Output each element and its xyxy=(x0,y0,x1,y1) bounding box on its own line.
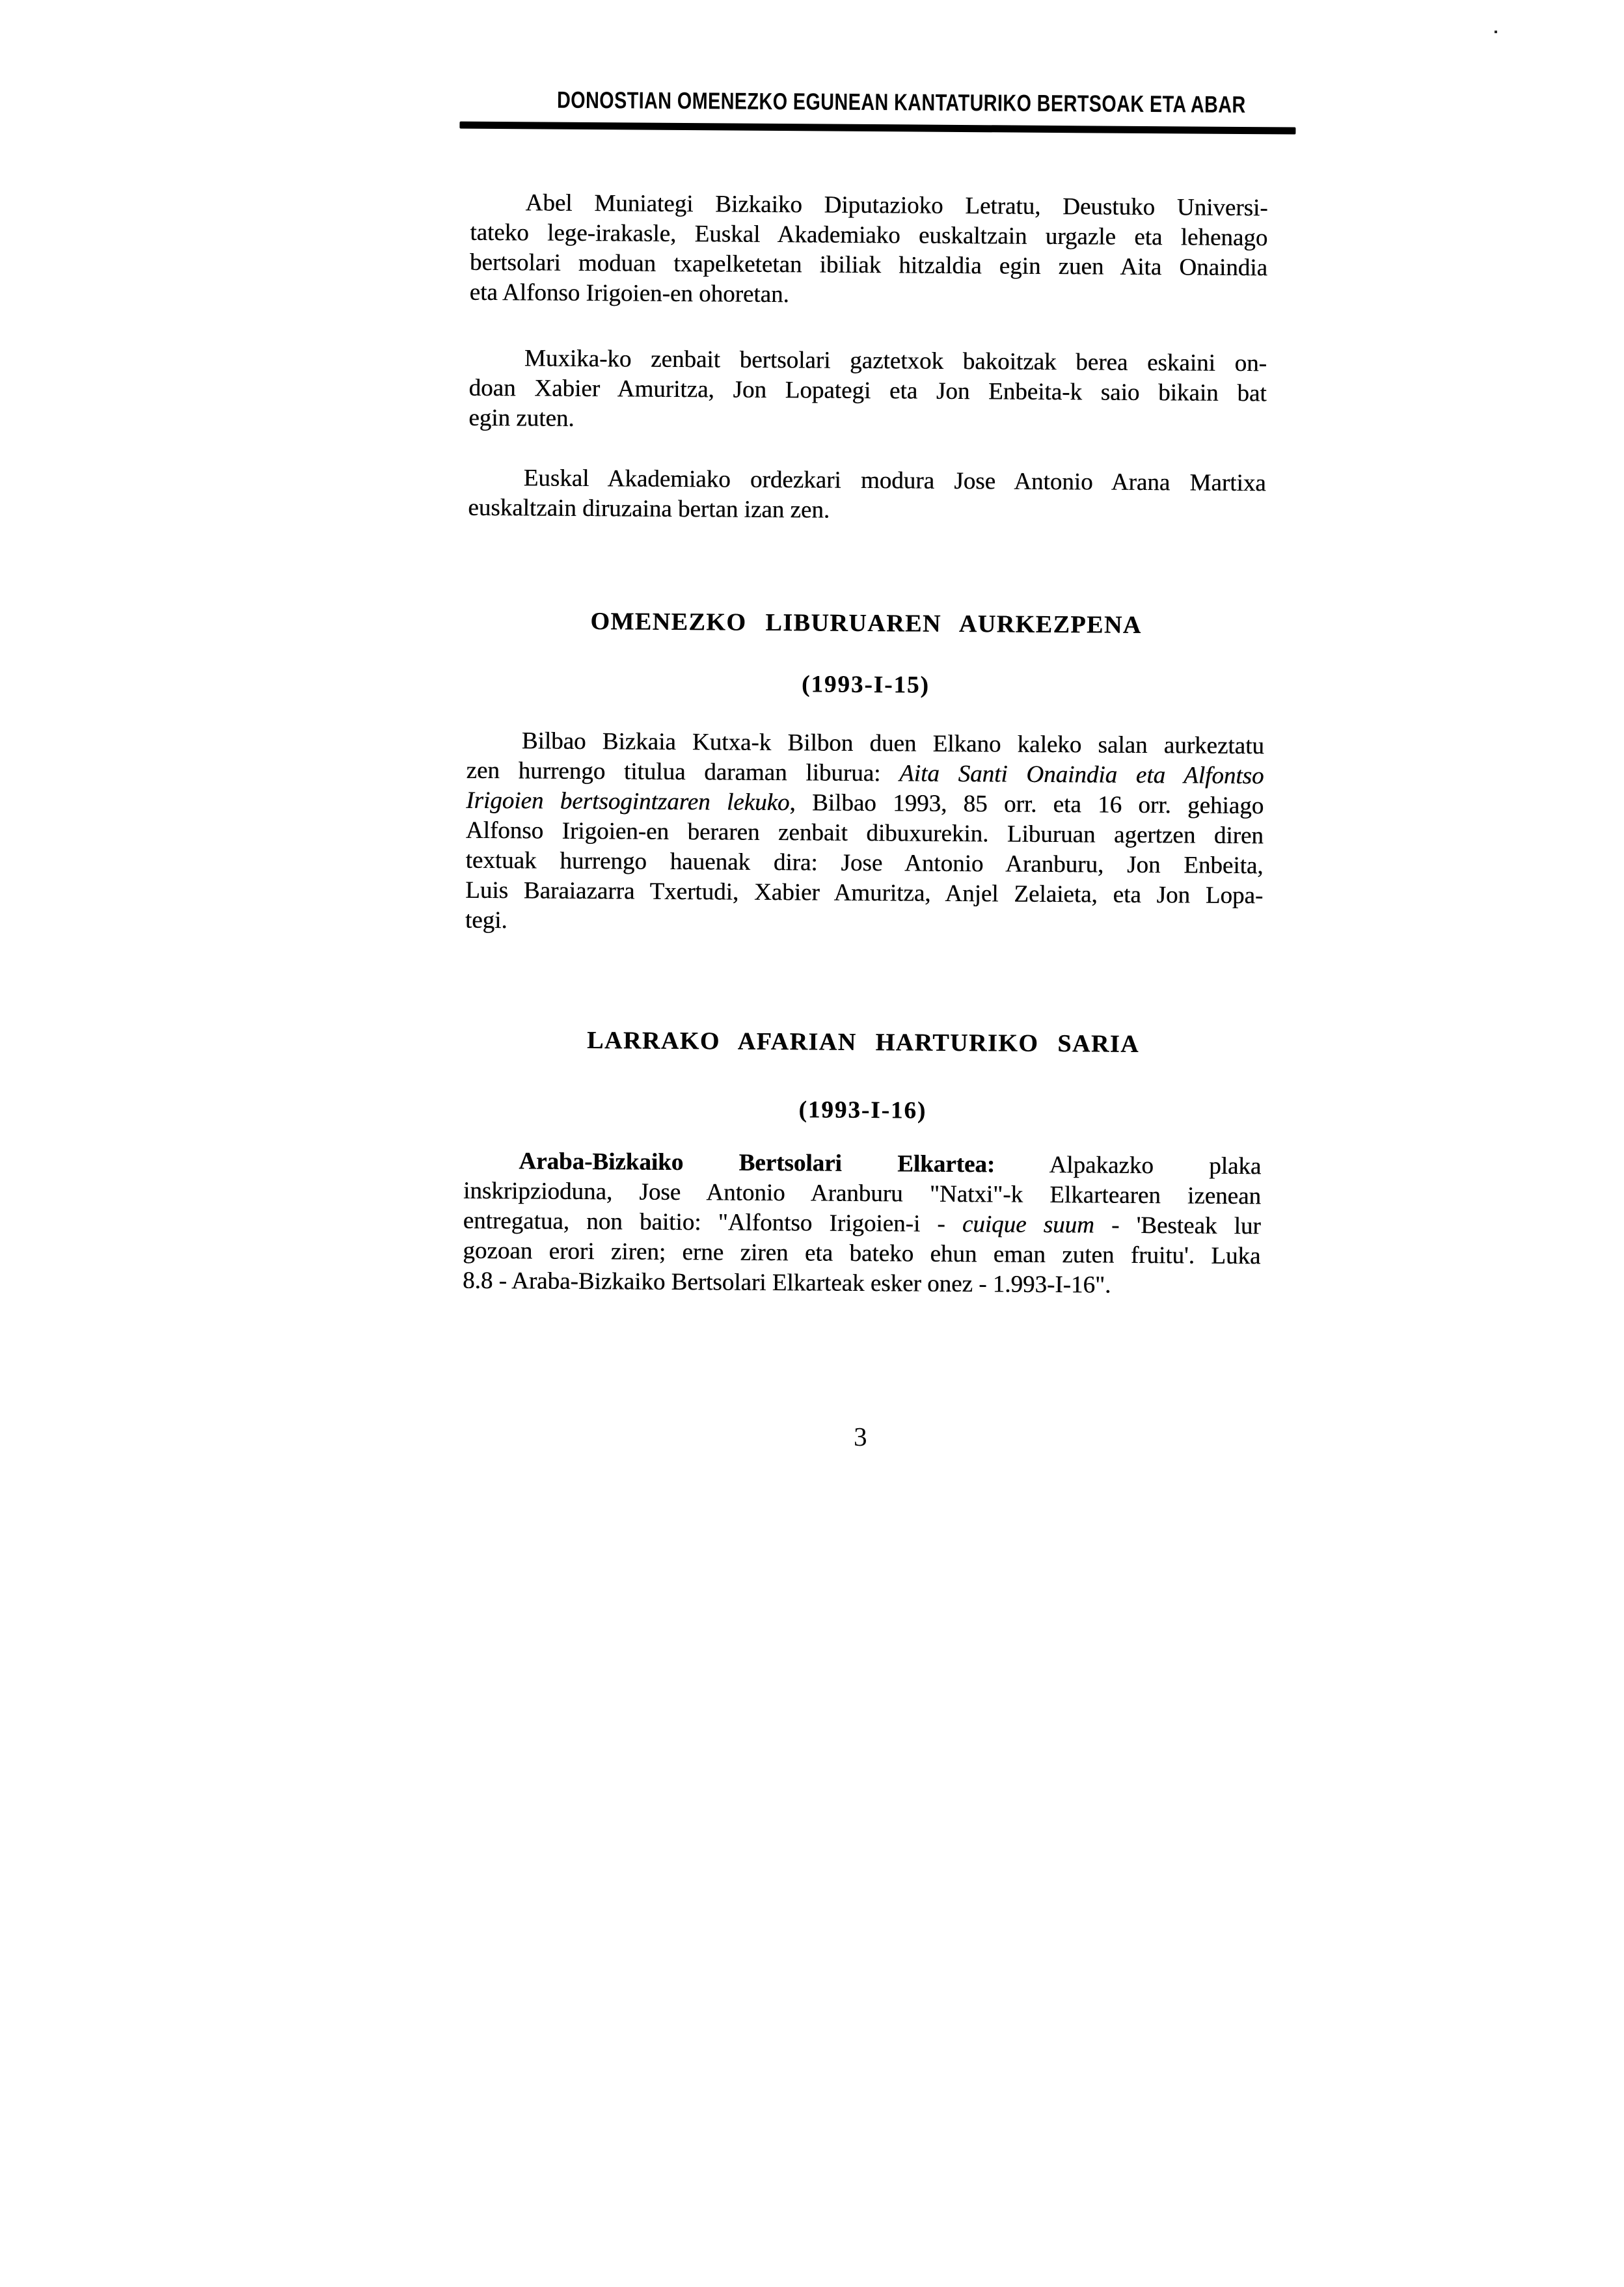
text-segment: bertsolari moduan txapelketetan ibiliak hitzaldia egin zuen Aita Onaindia xyxy=(469,249,1268,282)
text-line xyxy=(468,373,1266,409)
running-header-title: DONOSTIAN OMENEZKO EGUNEAN KANTATURIKO BERTSOAK ETA ABAR xyxy=(556,86,1246,118)
paragraph-euskal-akademia xyxy=(468,463,1266,529)
text-segment: Alfonso Irigoien-en beraren zenbait dibuxurekin. Liburuan agertzen diren xyxy=(465,817,1264,850)
text-segment: cuique suum xyxy=(962,1211,1095,1239)
text-segment: , Bilbao 1993, 85 orr. eta 16 orr. gehiago xyxy=(789,789,1264,820)
section-heading-liburuaren-aurkezpena: OMENEZKO LIBURUAREN AURKEZPENA xyxy=(590,608,1142,639)
paragraph-araba-bizkaiko-elkartea xyxy=(463,1146,1262,1302)
text-segment: Alpakazko plaka xyxy=(995,1151,1262,1180)
text-segment: 8.8 - Araba-Bizkaiko Bertsolari Elkarteak esker onez - 1.993-I-16". xyxy=(462,1267,1111,1299)
text-segment: Muxika-ko zenbait bertsolari gaztetxok bakoitzak berea eskaini on- xyxy=(524,345,1267,377)
paragraph-muxika xyxy=(468,344,1267,439)
text-segment: euskaltzain diruzaina bertan izan zen. xyxy=(468,494,830,524)
text-segment: egin zuten. xyxy=(468,404,575,432)
text-segment: zen hurrengo titulua daraman liburua: xyxy=(466,757,900,787)
page-number: 3 xyxy=(853,1421,867,1452)
text-segment: inskripzioduna, Jose Antonio Aranburu "Natxi"-k Elkartearen izenean xyxy=(463,1177,1262,1210)
running-header xyxy=(471,86,1269,119)
text-segment: Araba-Bizkaiko Bertsolari Elkartea: xyxy=(519,1148,995,1178)
text-segment: Luis Baraiazarra Txertudi, Xabier Amuritza, Anjel Zelaieta, eta Jon Lopa- xyxy=(465,876,1264,910)
text-segment: Euskal Akademiako ordezkari modura Jose Antonio Arana Martixa xyxy=(523,465,1266,497)
text-segment: entregatua, non baitio: "Alfontso Irigoien-i - xyxy=(463,1207,963,1238)
section-date-2: (1993-I-16) xyxy=(798,1096,927,1124)
text-segment: tateko lege-irakasle, Euskal Akademiako euskaltzain urgazle eta lehenago xyxy=(470,219,1268,252)
section-date-1: (1993-I-15) xyxy=(801,671,930,699)
text-line xyxy=(468,493,1265,529)
text-line xyxy=(463,1266,1260,1302)
text-segment: eta Alfonso Irigoien-en ohoretan. xyxy=(469,278,789,308)
text-segment: - 'Besteak lur xyxy=(1094,1211,1261,1240)
text-segment: gozoan erori ziren; erne ziren eta bateko ehun eman zuten fruitu'. Luka xyxy=(463,1237,1261,1270)
text-segment: Irigoien bertsogintzaren lekuko xyxy=(466,787,790,817)
text-segment: tegi. xyxy=(465,906,508,934)
scan-artifact-dot xyxy=(1495,31,1497,33)
text-segment: Aita Santi Onaindia eta Alfontso xyxy=(899,760,1264,790)
paragraph-abel-muniategi xyxy=(470,188,1268,314)
text-segment: Bilbao Bizkaia Kutxa-k Bilbon duen Elkano kaleko salan aurkeztatu xyxy=(521,727,1264,760)
text-line xyxy=(465,906,1263,941)
text-segment: doan Xabier Amuritza, Jon Lopategi eta Jon Enbeita-k saio bikain bat xyxy=(468,374,1267,407)
text-line xyxy=(470,278,1267,314)
text-segment: textuak hurrengo hauenak dira: Jose Antonio Aranburu, Jon Enbeita, xyxy=(465,846,1264,880)
paragraph-bilbao-bizkaia-kutxa xyxy=(465,726,1264,941)
section-heading-larrako-afarian: LARRAKO AFARIAN HARTURIKO SARIA xyxy=(586,1027,1140,1058)
header-rule xyxy=(459,122,1295,135)
text-line xyxy=(465,876,1263,912)
text-line xyxy=(468,403,1266,439)
text-segment: Abel Muniategi Bizkaiko Diputazioko Letratu, Deustuko Universi- xyxy=(525,189,1268,222)
